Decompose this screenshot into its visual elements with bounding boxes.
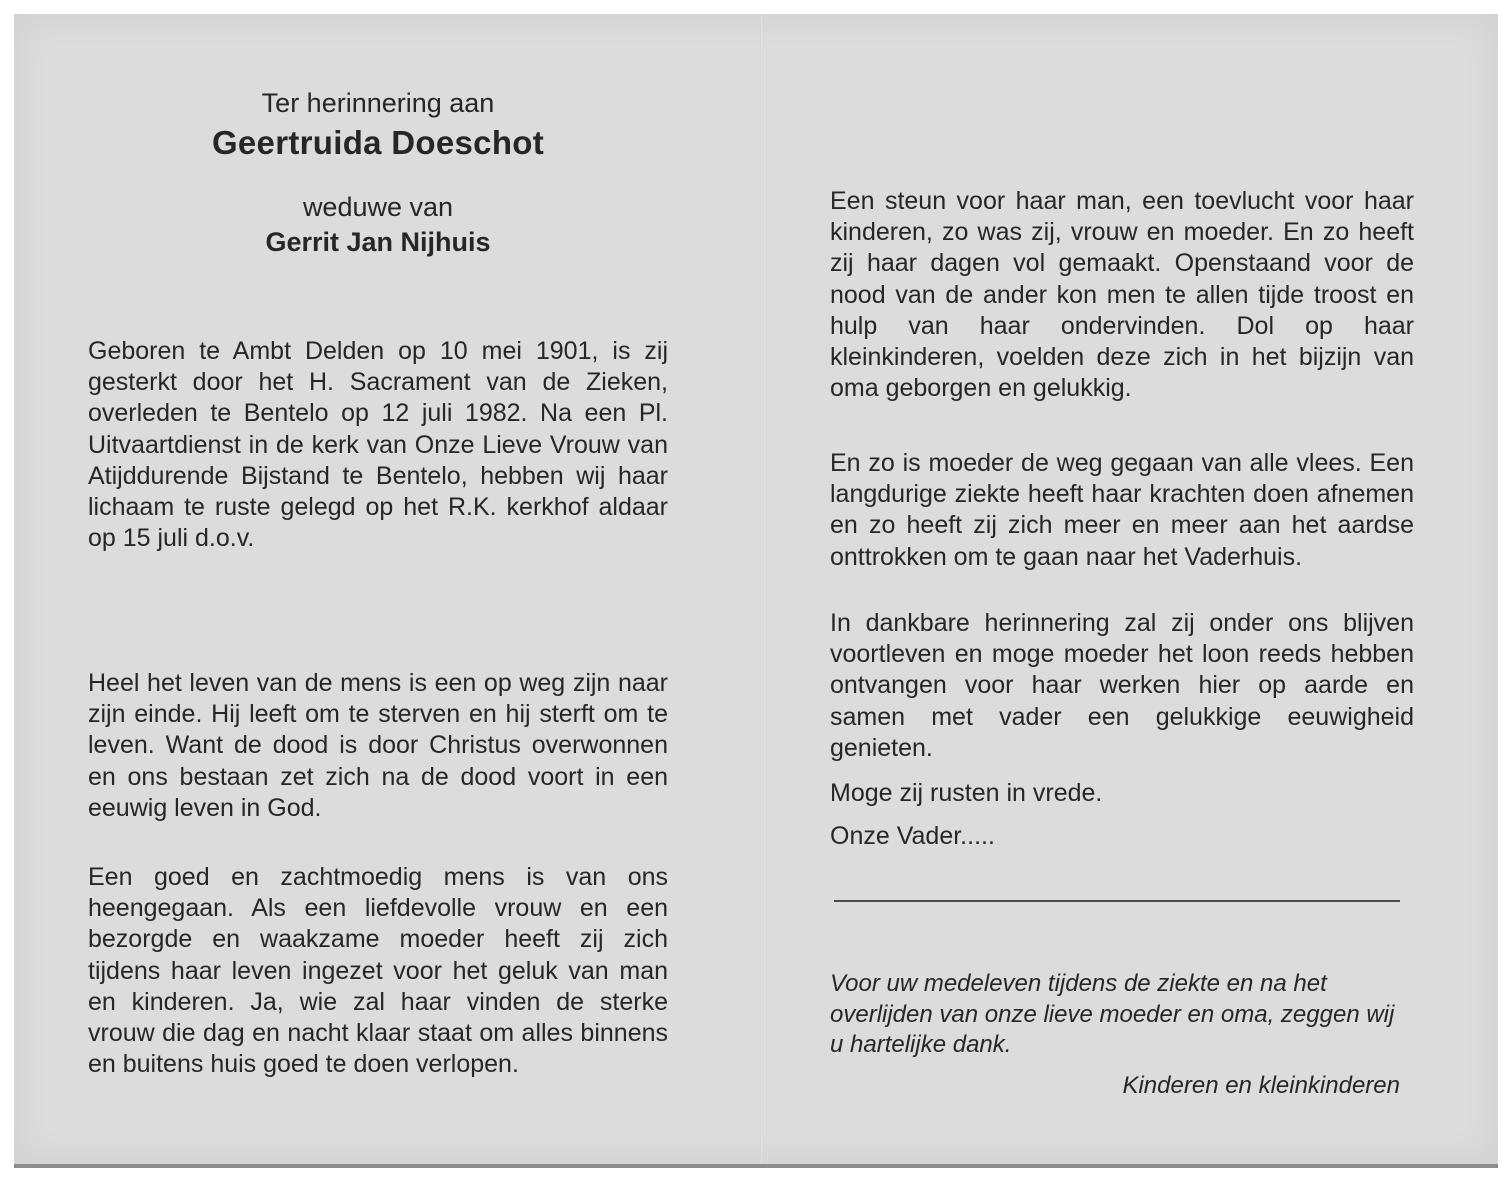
divider-line — [834, 900, 1400, 902]
signature: Kinderen en kleinkinderen — [1122, 1072, 1400, 1099]
memorial-card — [14, 14, 1498, 1168]
life-paragraph: Heel het leven van de mens is een op weg zijn naar zijn einde. Hij leeft om te sterven en hij sterft om te leven. Want de dood is door Christus overwonnen en ons bestaan zet zich na de dood voort in een eeuwig leven in God. — [88, 669, 668, 822]
intro-heading: Ter herinnering aan — [261, 88, 495, 118]
deceased-name: Geertruida Doeschot — [211, 124, 545, 161]
rest-in-peace-line: Moge zij rusten in vrede. — [830, 779, 1103, 807]
character-paragraph: Een goed en zachtmoedig mens is van ons heengegaan. Als een liefdevolle vrouw en een bezorgde en waakzame moeder heeft zij zich tijdens haar leven ingezet voor het geluk van man en kinderen. Ja, wie zal haar vinden de sterke vrouw die dag en nacht klaar staat om alles binnens en buitens huis goed te doen verlopen. — [88, 863, 668, 1079]
illness-paragraph: En zo is moeder de weg gegaan van alle vlees. Een langdurige ziekte heeft haar krachten doen afnemen en zo heeft zij zich meer en meer aan het aardse onttrokken om te gaan naar het Vaderhuis. — [830, 449, 1414, 571]
husband-name: Gerrit Jan Nijhuis — [265, 227, 491, 257]
thanks-message: Voor uw medeleven tijdens de ziekte en na het overlijden van onze lieve moeder en oma, zeggen wij u hartelijke dank. — [830, 970, 1395, 1058]
our-father-line: Onze Vader..... — [830, 822, 995, 850]
birth-death-paragraph: Geboren te Ambt Delden op 10 mei 1901, is zij gesterkt door het H. Sacrament van de Zieken, overleden te Bentelo op 12 juli 1982. Na een Pl. Uitvaartdienst in de kerk van Onze Lieve Vrouw van Atijddurende Bijstand te Bentelo, hebben wij haar lichaam te ruste gelegd op het R.K. kerkhof aldaar op 15 juli d.o.v. — [88, 337, 668, 553]
support-paragraph: Een steun voor haar man, een toevlucht voor haar kinderen, zo was zij, vrouw en moeder. En zo heeft zij haar dagen vol gemaakt. Openstaand voor de nood van de ander kon men te allen tijde troost en hulp van haar ondervinden. Dol op haar kleinkinderen, voelden deze zich in het bijzijn van oma geborgen en gelukkig. — [830, 187, 1414, 403]
remembrance-paragraph: In dankbare herinnering zal zij onder ons blijven voortleven en moge moeder het loon reeds hebben ontvangen voor haar werken hier op aarde en samen met vader een gelukkige eeuwigheid genieten. — [830, 609, 1414, 762]
card-fold — [760, 14, 762, 1164]
widow-of-label: weduwe van — [302, 192, 454, 222]
